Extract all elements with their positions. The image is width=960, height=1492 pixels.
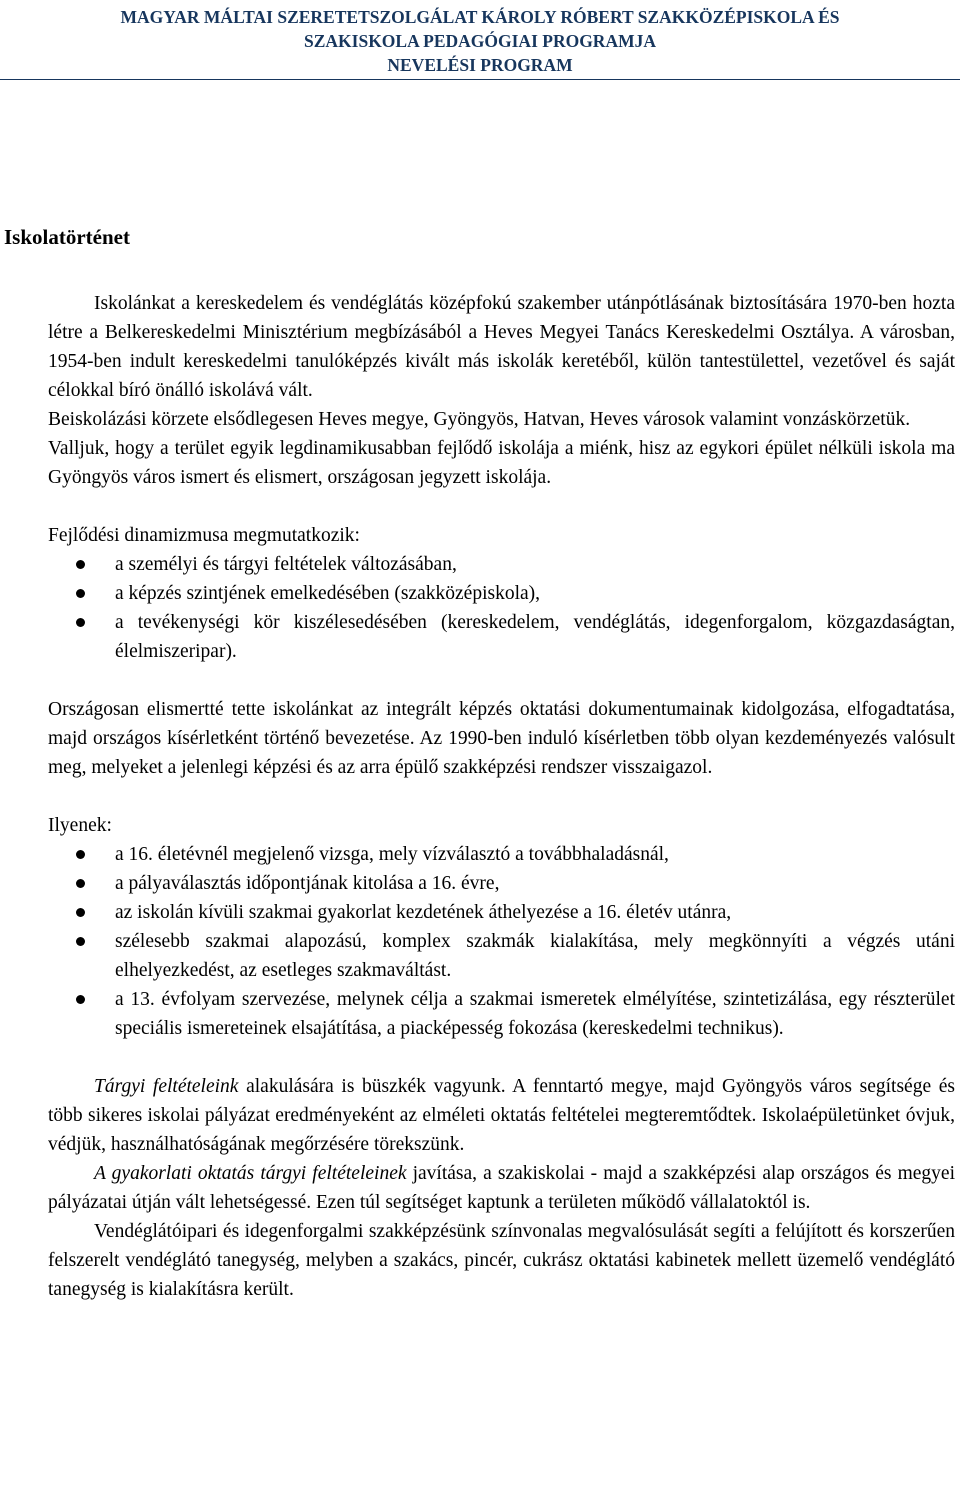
list-item bbox=[48, 608, 955, 666]
list-item-text: a képzés szintjének emelkedésében (szakközépiskola), bbox=[115, 583, 541, 604]
list-item-text: szélesebb szakmai alapozású, komplex szakmák kialakítása, mely megkönnyíti a végzés utáni elhelyezkedést, az esetleges szakmaváltást. bbox=[115, 931, 955, 981]
paragraph-integrated-training: Országosan elismertté tette iskolánkat az integrált képzés oktatási dokumentumainak kidolgozása, elfogadtatása, majd országos kísérletként történő bevezetése. Az 1990-ben induló kísérletben több olyan kezdeményezés valósult meg, melyeket a jelenlegi képzési és az arra épülő szakképzési rendszer visszaigazol. bbox=[48, 699, 955, 778]
paragraph-material-conditions-text: alakulására is büszkék vagyunk. A fenntartó megye, majd Gyöngyös város segítsége és több sikeres iskolai pályázat eredményeként az elméleti oktatás feltételei megteremtődtek. Iskolaépületünket óvjuk, védjük, használhatóságának megőrzésére törekszünk. bbox=[48, 1076, 955, 1155]
bullet-dot-icon bbox=[76, 908, 85, 917]
list-item bbox=[48, 985, 955, 1043]
list-item-text: a tevékenységi kör kiszélesedésében (kereskedelem, vendéglátás, idegenforgalom, közgazdaságtan, élelmiszeripar). bbox=[115, 612, 955, 662]
bullet-dot-icon bbox=[76, 618, 85, 627]
list-item bbox=[48, 898, 955, 927]
emphasis-practical-training: A gyakorlati oktatás tárgyi feltételeinek bbox=[94, 1163, 407, 1184]
list-item-text: a személyi és tárgyi feltételek változásában, bbox=[115, 554, 457, 575]
paragraph-examples-intro: Ilyenek: bbox=[48, 815, 112, 836]
list-item-text: a 13. évfolyam szervezése, melynek célja a szakmai ismeretek elmélyítése, szintetizálása, egy részterület speciális ismereteinek elsajátítása, a piacképesség fokozása (kereskedelmi technikus). bbox=[115, 989, 955, 1039]
header-line-2: SZAKISKOLA PEDAGÓGIAI PROGRAMJA bbox=[304, 31, 656, 51]
bullet-dot-icon bbox=[76, 560, 85, 569]
list-item bbox=[48, 579, 955, 608]
list-item-text: a pályaválasztás időpontjának kitolása a 16. évre, bbox=[115, 873, 500, 894]
header-line-3: NEVELÉSI PROGRAM bbox=[387, 55, 573, 75]
bullet-dot-icon bbox=[76, 589, 85, 598]
examples-list bbox=[48, 840, 955, 1043]
bullet-dot-icon bbox=[76, 879, 85, 888]
emphasis-material-conditions: Tárgyi feltételeink bbox=[94, 1076, 239, 1097]
document-body bbox=[48, 289, 955, 1304]
paragraph-practical-training-text: javítása, a szakiskolai - majd a szakképzési alap országos és megyei pályázatai útján vált lehetségessé. Ezen túl segítséget kaptunk a területen működő vállalatoktól is. bbox=[48, 1163, 955, 1213]
development-list bbox=[48, 550, 955, 666]
document-header bbox=[0, 5, 960, 80]
paragraph-founding: Iskolánkat a kereskedelem és vendéglátás középfokú szakember utánpótlásának biztosítására 1970-ben hozta létre a Belkereskedelmi Minisztérium megbízásából a Heves Megyei Tanács Kereskedelmi Osztálya. A városban, 1954-ben indult kereskedelmi tanulóképzés kivált más iskolák keretéből, külön tantestülettel, vezetővel és saját célokkal bíró önálló iskolává vált. bbox=[48, 293, 955, 401]
bullet-dot-icon bbox=[76, 937, 85, 946]
bullet-dot-icon bbox=[76, 995, 85, 1004]
section-title: Iskolatörténet bbox=[4, 225, 130, 249]
list-item bbox=[48, 927, 955, 985]
list-item bbox=[48, 869, 955, 898]
paragraph-hospitality-unit: Vendéglátóipari és idegenforgalmi szakképzésünk színvonalas megvalósulását segíti a felújított és korszerűen felszerelt vendéglátó tanegység, melyben a szakács, pincér, cukrász oktatási kabinetek mellett üzemelő vendéglátó tanegység is kialakításra került. bbox=[48, 1221, 955, 1300]
list-item bbox=[48, 550, 955, 579]
list-item-text: a 16. életévnél megjelenő vizsga, mely vízválasztó a továbbhaladásnál, bbox=[115, 844, 669, 865]
list-item-text: az iskolán kívüli szakmai gyakorlat kezdetének áthelyezése a 16. életév utánra, bbox=[115, 902, 732, 923]
paragraph-development-intro: Fejlődési dinamizmusa megmutatkozik: bbox=[48, 525, 360, 546]
paragraph-material-conditions bbox=[48, 1072, 955, 1159]
header-line-1: MAGYAR MÁLTAI SZERETETSZOLGÁLAT KÁROLY RÓBERT SZAKKÖZÉPISKOLA ÉS bbox=[120, 7, 840, 27]
list-item bbox=[48, 840, 955, 869]
paragraph-catchment: Beiskolázási körzete elsődlegesen Heves megye, Gyöngyös, Hatvan, Heves városok valamint vonzáskörzetük. bbox=[48, 409, 911, 430]
paragraph-practical-training bbox=[48, 1159, 955, 1217]
bullet-dot-icon bbox=[76, 850, 85, 859]
paragraph-reputation: Valljuk, hogy a terület egyik legdinamikusabban fejlődő iskolája a miénk, hisz az egykori épület nélküli iskola ma Gyöngyös város ismert és elismert, országosan jegyzett iskolája. bbox=[48, 438, 955, 488]
